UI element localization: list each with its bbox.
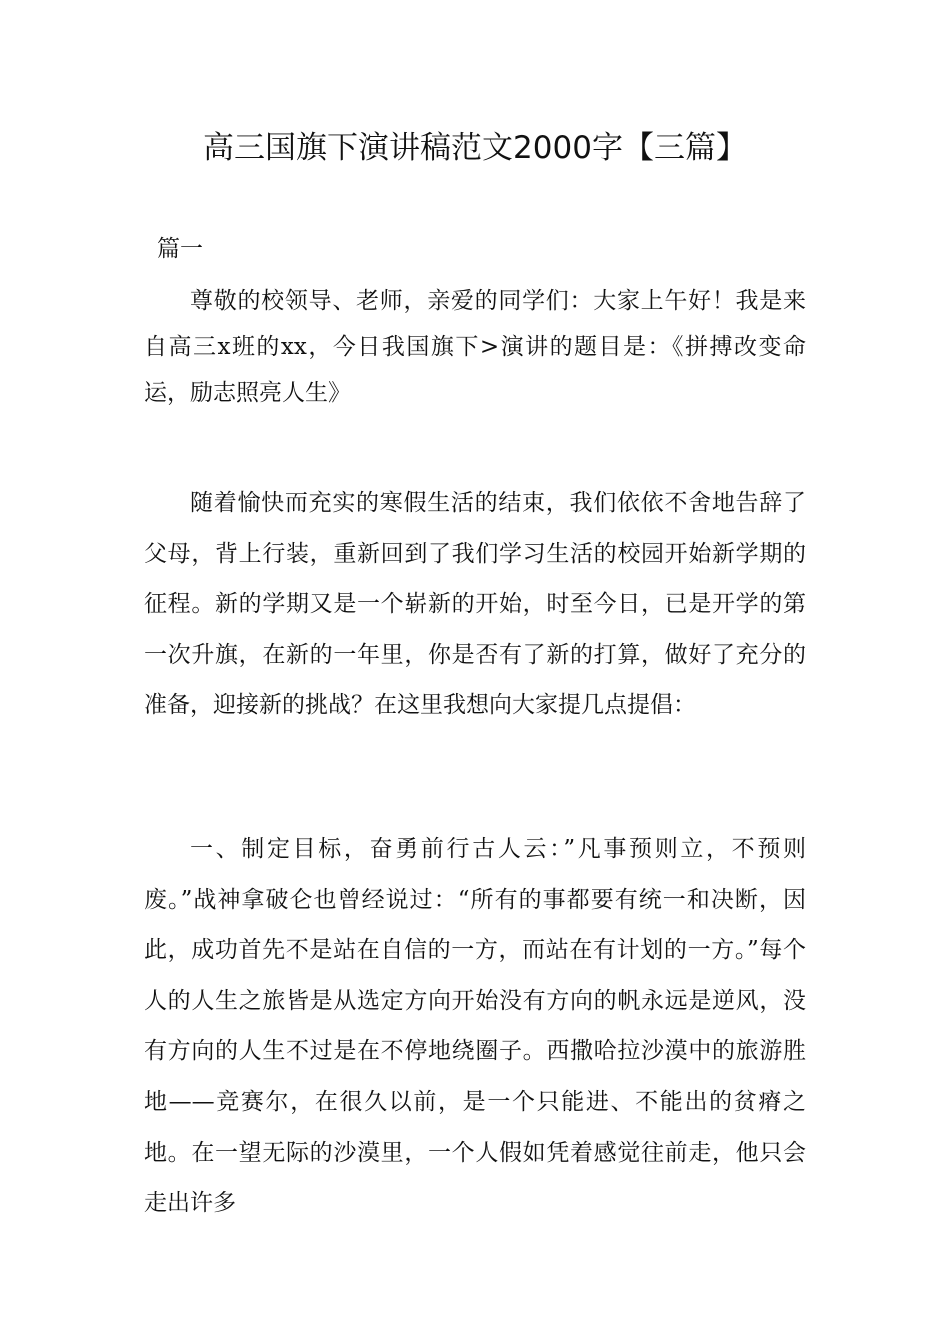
paragraph-intro: 随着愉快而充实的寒假生活的结束，我们依依不舍地告辞了父母，背上行装，重新回到了我们学习生活的校园开始新学期的征程。新的学期又是一个崭新的开始，时至今日，已是开学的第一次升旗，在新的一年里，你是否有了新的打算，做好了充分的准备，迎接新的挑战？在这里我想向大家提几点提倡：	[144, 490, 806, 719]
document-title: 高三国旗下演讲稿范文2000字【三篇】	[203, 130, 747, 166]
paragraph-point-one: 一、制定目标，奋勇前行古人云：”凡事预则立，不预则废。”战神拿破仑也曾经说过：“所有的事都要有统一和决断，因此，成功首先不是站在自信的一方，而站在有计划的一方。”每个人的人生之旅皆是从选定方向开始没有方向的帆永远是逆风，没有方向的人生不过是在不停地绕圈子。西撒哈拉沙漠中的旅游胜地——竞赛尔，在很久以前，是一个只能进、不能出的贫瘠之地。在一望无际的沙漠里，一个人假如凭着感觉往前走，他只会走出许多	[144, 836, 806, 1217]
section-label: 篇一	[157, 236, 203, 262]
paragraph-greeting: 尊敬的校领导、老师，亲爱的同学们：大家上午好！我是来自高三x班的xx，今日我国旗下>演讲的题目是：《拼搏改变命运，励志照亮人生》	[144, 288, 806, 406]
